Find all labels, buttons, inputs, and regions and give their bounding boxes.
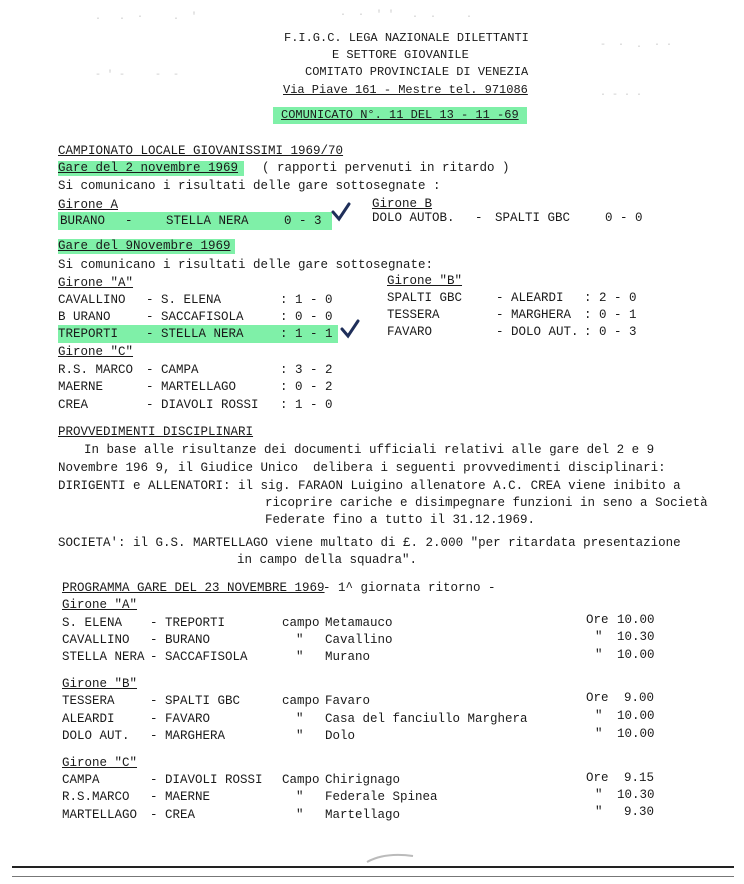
result-row: : 1 - 1 xyxy=(280,327,333,341)
result-row: - STELLA NERA xyxy=(146,327,244,341)
fixture-row: " xyxy=(296,633,304,647)
fixture-row: DOLO AUT. xyxy=(62,729,130,743)
result-row: : 3 - 2 xyxy=(280,363,333,377)
fixture-row: Ore xyxy=(586,691,609,705)
fixture-row: MARTELLAGO xyxy=(62,808,138,822)
fixture-row: Metamauco xyxy=(325,616,393,630)
fixture-row: Campo xyxy=(282,773,320,787)
fixture-row: " xyxy=(595,788,603,802)
fixture-row: Casa del fanciullo Marghera xyxy=(325,712,528,726)
fixture-row: - CREA xyxy=(150,808,196,822)
result-row: - ALEARDI xyxy=(496,291,564,305)
gare2-b-dash: - xyxy=(475,211,483,225)
result-row: - S. ELENA xyxy=(146,293,222,307)
result-row: TESSERA xyxy=(387,308,440,322)
result-row: : 1 - 0 xyxy=(280,293,333,307)
fixture-row: - SPALTI GBC xyxy=(150,694,241,708)
programma-girone-c-label: Girone "C" xyxy=(62,756,138,770)
fixture-row: " xyxy=(296,808,304,822)
fixture-row: " xyxy=(595,709,603,723)
gare2-note: ( rapporti pervenuti in ritardo ) xyxy=(262,161,510,175)
fixture-row: 9.15 xyxy=(624,771,655,785)
org-address: Via Piave 161 - Mestre tel. 971086 xyxy=(283,83,528,97)
scan-noise: - · . · · xyxy=(600,40,673,51)
programma-girone-b-label: Girone "B" xyxy=(62,677,138,691)
result-row: R.S. MARCO xyxy=(58,363,134,377)
gare2-intro: Si comunicano i risultati delle gare sottosegnate : xyxy=(58,179,441,193)
fixture-row: " xyxy=(595,648,603,662)
fixture-row: " xyxy=(296,729,304,743)
scan-noise: · - · · xyxy=(600,90,643,101)
result-row: : 0 - 0 xyxy=(280,310,333,324)
programma-girone-a-label: Girone "A" xyxy=(62,598,138,612)
checkmark-icon xyxy=(331,202,351,222)
provvedimenti-line: in campo della squadra". xyxy=(237,553,418,567)
result-row: - MARGHERA xyxy=(496,308,572,322)
provvedimenti-line: Federate fino a tutto il 31.12.1969. xyxy=(265,513,536,527)
fixture-row: Martellago xyxy=(325,808,401,822)
fixture-row: - MAERNE xyxy=(150,790,211,804)
provvedimenti-line: In base alle risultanze dei documenti ufficiali relativi alle gare del 2 e 9 xyxy=(84,443,655,457)
gare2-girone-a-label: Girone A xyxy=(58,198,119,212)
gare2-a-score: 0 - 3 xyxy=(284,214,322,228)
fixture-row: 10.30 xyxy=(617,630,655,644)
fixture-row: Cavallino xyxy=(325,633,393,647)
gare9-title: Gare del 9Novembre 1969 xyxy=(58,239,235,254)
result-row: : 2 - 0 xyxy=(584,291,637,305)
result-row: CREA xyxy=(58,398,89,412)
fixture-row: - FAVARO xyxy=(150,712,211,726)
fixture-row: " xyxy=(595,630,603,644)
fixture-row: - BURANO xyxy=(150,633,211,647)
fixture-row: 10.00 xyxy=(617,613,655,627)
gare9-girone-a-label: Girone "A" xyxy=(58,276,134,290)
checkmark-icon xyxy=(340,319,360,339)
fixture-row: campo xyxy=(282,616,320,630)
fixture-row: - TREPORTI xyxy=(150,616,226,630)
gare2-title: Gare del 2 novembre 1969 xyxy=(58,161,244,176)
fixture-row: Murano xyxy=(325,650,371,664)
comunicato-title: COMUNICATO N°. 11 DEL 13 - 11 -69 xyxy=(273,107,527,124)
gare9-intro: Si comunicano i risultati delle gare sottosegnate: xyxy=(58,258,434,272)
fixture-row: - DIAVOLI ROSSI xyxy=(150,773,263,787)
org-line-2: E SETTORE GIOVANILE xyxy=(332,48,469,62)
fixture-row: 10.00 xyxy=(617,727,655,741)
result-row: - DIAVOLI ROSSI xyxy=(146,398,259,412)
gare2-b-away: SPALTI GBC xyxy=(495,211,571,225)
provvedimenti-title: PROVVEDIMENTI DISCIPLINARI xyxy=(58,425,254,439)
fixture-row: S. ELENA xyxy=(62,616,123,630)
gare2-b-home: DOLO AUTOB. xyxy=(372,211,455,225)
fixture-row: Federale Spinea xyxy=(325,790,438,804)
gare9-girone-b-label: Girone "B" xyxy=(387,274,463,288)
fixture-row: campo xyxy=(282,694,320,708)
gare2-a-away: STELLA NERA xyxy=(166,214,249,228)
org-line-3: COMITATO PROVINCIALE DI VENEZIA xyxy=(305,65,529,79)
fixture-row: STELLA NERA xyxy=(62,650,145,664)
gare2-a-dash: - xyxy=(125,214,133,228)
fixture-row: Ore xyxy=(586,613,609,627)
gare2-girone-b-label: Girone B xyxy=(372,197,433,211)
gare9-girone-c-label: Girone "C" xyxy=(58,345,134,359)
bottom-divider xyxy=(12,876,734,877)
result-row: SPALTI GBC xyxy=(387,291,463,305)
result-row: - MARTELLAGO xyxy=(146,380,237,394)
provvedimenti-line: SOCIETA': il G.S. MARTELLAGO viene multato di £. 2.000 "per ritardata presentazione xyxy=(58,536,681,550)
fixture-row: " xyxy=(595,805,603,819)
result-row: CAVALLINO xyxy=(58,293,126,307)
result-row: - CAMPA xyxy=(146,363,199,377)
fixture-row: Dolo xyxy=(325,729,356,743)
fixture-row: R.S.MARCO xyxy=(62,790,130,804)
scan-smudge xyxy=(365,850,415,866)
programma-suffix: - 1^ giornata ritorno - xyxy=(323,581,496,595)
fixture-row: " xyxy=(296,650,304,664)
result-row: : 0 - 3 xyxy=(584,325,637,339)
result-row: MAERNE xyxy=(58,380,104,394)
fixture-row: 10.00 xyxy=(617,648,655,662)
fixture-row: Ore xyxy=(586,771,609,785)
result-row: - SACCAFISOLA xyxy=(146,310,244,324)
gare2-a-home: BURANO xyxy=(60,214,106,228)
fixture-row: - SACCAFISOLA xyxy=(150,650,248,664)
result-row: : 0 - 1 xyxy=(584,308,637,322)
programma-title: PROGRAMMA GARE DEL 23 NOVEMBRE 1969 xyxy=(62,581,325,595)
fixture-row: 10.30 xyxy=(617,788,655,802)
result-row: : 1 - 0 xyxy=(280,398,333,412)
result-row: FAVARO xyxy=(387,325,433,339)
provvedimenti-line: Novembre 196 9, il Giudice Unico delibera i seguenti provvedimenti disciplinari: xyxy=(58,461,666,475)
bottom-divider xyxy=(12,866,734,868)
provvedimenti-line: DIRIGENTI e ALLENATORI: il sig. FARAON Luigino allenatore A.C. CREA viene inibito a xyxy=(58,479,681,493)
scan-noise: · · ' ' . . . xyxy=(340,10,473,21)
result-row: : 0 - 2 xyxy=(280,380,333,394)
gare2-b-score: 0 - 0 xyxy=(605,211,643,225)
result-row: - DOLO AUT. xyxy=(496,325,579,339)
fixture-row: Favaro xyxy=(325,694,371,708)
scan-noise: . . · . ' xyxy=(95,12,198,23)
fixture-row: 10.00 xyxy=(617,709,655,723)
fixture-row: CAMPA xyxy=(62,773,100,787)
fixture-row: Chirignago xyxy=(325,773,401,787)
fixture-row: - MARGHERA xyxy=(150,729,226,743)
provvedimenti-line: ricoprire cariche e disimpegnare funzioni in seno a Società xyxy=(265,496,708,510)
campionato-title: CAMPIONATO LOCALE GIOVANISSIMI 1969/70 xyxy=(58,144,344,158)
fixture-row: " xyxy=(595,727,603,741)
scan-noise: - ' - - - xyxy=(95,70,180,81)
fixture-row: TESSERA xyxy=(62,694,115,708)
fixture-row: CAVALLINO xyxy=(62,633,130,647)
fixture-row: ALEARDI xyxy=(62,712,115,726)
result-row: B URANO xyxy=(58,310,111,324)
result-row: TREPORTI xyxy=(58,327,119,341)
fixture-row: 9.30 xyxy=(624,805,655,819)
fixture-row: 9.00 xyxy=(624,691,655,705)
fixture-row: " xyxy=(296,712,304,726)
fixture-row: " xyxy=(296,790,304,804)
org-line-1: F.I.G.C. LEGA NAZIONALE DILETTANTI xyxy=(284,31,529,45)
